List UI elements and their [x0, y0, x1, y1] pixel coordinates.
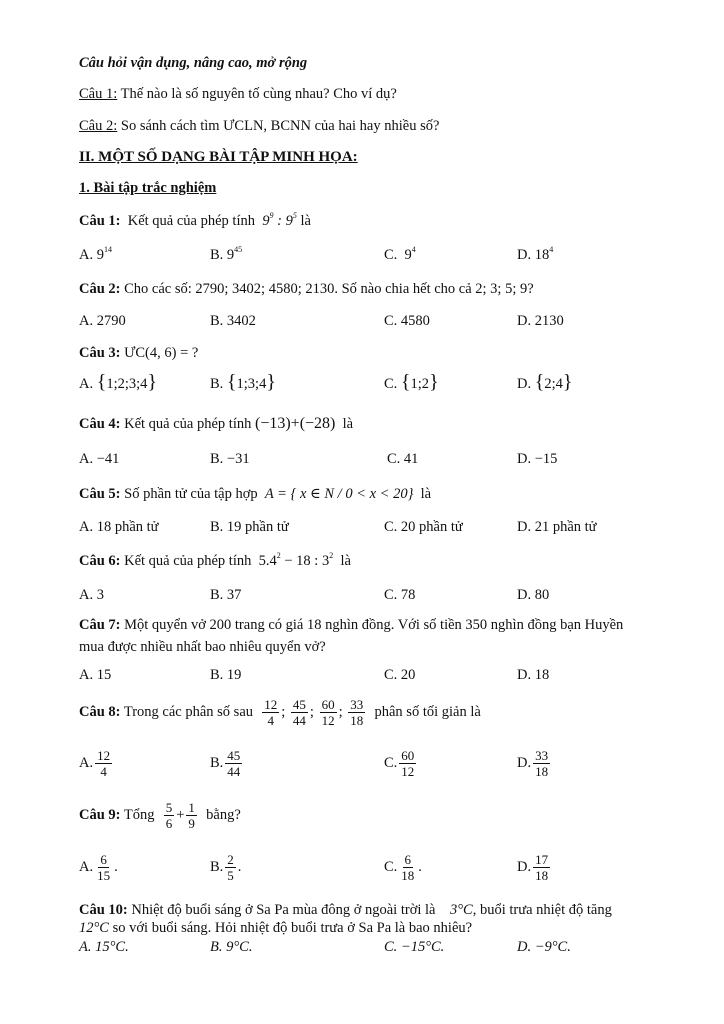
fraction: $\frac{45}{44}$: [292, 697, 306, 728]
option-b: B. 9°C.: [210, 939, 253, 955]
subsection-title: 1. Bài tập trắc nghiệm: [79, 180, 217, 196]
question-label: Câu 6:: [79, 553, 121, 569]
question-2: [79, 281, 534, 298]
question-text: Trong các phân số sau: [120, 703, 254, 720]
question-text: Nhiệt độ buổi sáng ở Sa Pa mùa đông ở ngoài trời là: [127, 902, 436, 918]
question-text: Cho các số: 2790; 3402; 4580; 2130. Số nào chia hết cho cả 2; 3; 5; 9?: [120, 281, 534, 297]
question-7: [79, 617, 623, 634]
expression: A = { x ∈ N / 0 < x < 20}: [264, 486, 414, 502]
question-text: So sánh cách tìm ƯCLN, BCNN của hai hay nhiều số?: [117, 118, 440, 134]
temperature: 3°C: [449, 902, 473, 918]
question-text: Tổng: [120, 806, 155, 823]
review-question-1: [79, 86, 397, 103]
question-label: Câu 5:: [79, 486, 121, 502]
option-c: C. $\frac{60}{12}$: [384, 748, 415, 779]
option-d: D. −9°C.: [517, 939, 571, 955]
intro-heading: Câu hỏi vận dụng, nâng cao, mở rộng: [79, 55, 308, 71]
question-text: Kết quả của phép tính: [127, 213, 255, 229]
question-text: Kết quả của phép tính: [120, 553, 252, 569]
option-b: B. −31: [210, 451, 250, 467]
fraction: $\frac{33}{18}$: [350, 697, 364, 728]
option-b: B. $9^{45}$: [210, 245, 243, 263]
option-a: A. {1;2;3;4}: [79, 371, 158, 393]
question-text: Số phần tử của tập hợp: [120, 486, 258, 502]
option-c: C. 78: [384, 587, 416, 603]
option-b: B. 19: [210, 667, 242, 683]
option-a: A. $9^{14}$: [79, 245, 112, 263]
option-b: B. {1;3;4}: [210, 371, 276, 393]
question-label: Câu 3:: [79, 345, 121, 361]
option-c: C. $9^4$: [384, 245, 416, 263]
option-b: B. 3402: [210, 313, 256, 329]
question-text: Một quyển vở 200 trang có giá 18 nghìn đồng. Với số tiền 350 nghìn đồng bạn Huyền: [120, 617, 624, 633]
option-c: C. 20: [384, 667, 416, 683]
option-a: A. −41: [79, 451, 120, 467]
fraction: $\frac{60}{12}$: [321, 697, 335, 728]
expression: $5.4^2 - 18$ : $3^2$: [258, 551, 334, 569]
question-label: Câu 1:: [79, 213, 121, 229]
option-d: D. $\frac{33}{18}$: [517, 748, 549, 779]
question-1: Câu 1: Kết quả của phép tính $9^9$ : $9^5$ là: [79, 211, 311, 229]
question-5: Câu 5: Số phần tử của tập hợp A = { x ∈ N / 0 < x < 20} là: [79, 486, 432, 502]
option-c: C. 41: [387, 451, 419, 467]
question-label: Câu 2:: [79, 281, 121, 297]
fraction: $\frac{12}{4}$: [264, 697, 278, 728]
expression: $9^9$ : $9^5$: [262, 211, 297, 229]
question-10: Câu 10: Nhiệt độ buổi sáng ở Sa Pa mùa đông ở ngoài trời là 3°C, buổi trưa nhiệt độ tăng: [79, 902, 612, 918]
question-text: Kết quả của phép tính: [120, 416, 252, 432]
question-9: Câu 9: Tổng $\frac{5}{6}$ + $\frac{1}{9}$ bằng?: [79, 800, 241, 831]
question-text: ƯC(4, 6) = ?: [120, 345, 199, 361]
option-d: D. {2;4}: [517, 371, 573, 393]
option-c: C. 4580: [384, 313, 430, 329]
option-d: D. $18^4$: [517, 245, 554, 263]
option-a: A. $\frac{12}{4}$: [79, 748, 111, 779]
option-c: C. −15°C.: [384, 939, 445, 955]
option-d: D. 21 phần tử: [517, 519, 597, 535]
option-d: D. $\frac{17}{18}$: [517, 852, 549, 883]
option-c: C. $\frac{6}{18}$ .: [384, 852, 422, 883]
question-label: Câu 9:: [79, 806, 121, 823]
question-10-cont: 12°C so với buổi sáng. Hỏi nhiệt độ buổi trưa ở Sa Pa là bao nhiêu?: [79, 920, 473, 936]
option-b: B. $\frac{45}{44}$: [210, 748, 241, 779]
option-b: B. 19 phần tử: [210, 519, 289, 535]
option-d: D. 2130: [517, 313, 564, 329]
option-b: B. $\frac{2}{5}$ .: [210, 852, 242, 883]
question-label: Câu 4:: [79, 416, 121, 432]
option-a: A. 2790: [79, 313, 126, 329]
expression: (−13)+(−28): [255, 415, 336, 432]
question-label: Câu 8:: [79, 703, 121, 720]
question-8: Câu 8: Trong các phân số sau $\frac{12}{4}$ ; $\frac{45}{44}$ ; $\frac{60}{12}$ ; $\frac{33}{18}$ phân số tối giản là: [79, 697, 481, 728]
question-7-cont: mua được nhiều nhất bao nhiêu quyển vở?: [79, 639, 326, 655]
option-a: A. 15: [79, 667, 112, 683]
option-a: A. 3: [79, 587, 104, 603]
question-label: Câu 2:: [79, 118, 118, 134]
option-a: A. $\frac{6}{15}$ .: [79, 852, 118, 883]
question-label: Câu 1:: [79, 86, 118, 102]
option-b: B. 37: [210, 587, 242, 603]
review-question-2: [79, 118, 439, 135]
question-text: Thế nào là số nguyên tố cùng nhau? Cho ví dụ?: [117, 86, 397, 102]
option-c: C. {1;2}: [384, 371, 439, 393]
question-label: Câu 10:: [79, 902, 128, 918]
option-d: D. −15: [517, 451, 558, 467]
option-a: A. 15°C.: [79, 939, 129, 955]
section-title: II. MỘT SỐ DẠNG BÀI TẬP MINH HỌA:: [79, 149, 358, 165]
temperature: 12°C: [79, 920, 109, 936]
option-d: D. 80: [517, 587, 550, 603]
option-a: A. 18 phần tử: [79, 519, 159, 535]
question-label: Câu 7:: [79, 617, 121, 633]
option-d: D. 18: [517, 667, 550, 683]
fraction: $\frac{5}{6}$: [165, 800, 173, 831]
option-c: C. 20 phần tử: [384, 519, 463, 535]
question-6: Câu 6: Kết quả của phép tính $5.4^2 - 18$ : $3^2$ là: [79, 551, 351, 569]
question-4: Câu 4: Kết quả của phép tính (−13)+(−28) là: [79, 415, 354, 432]
fraction: $\frac{1}{9}$: [188, 800, 195, 831]
question-3: [79, 345, 198, 362]
